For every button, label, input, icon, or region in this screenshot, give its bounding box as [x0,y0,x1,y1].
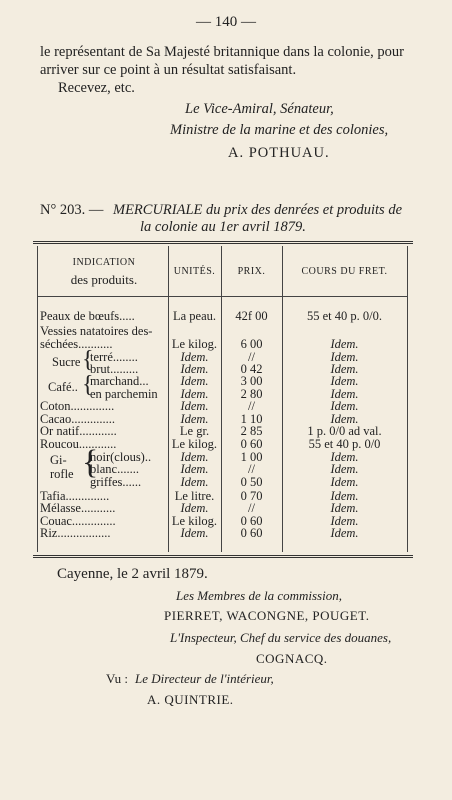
inspector-name: COGNACQ. [256,651,328,666]
price-cell: 0 60 [240,514,263,528]
price-cell: // [248,462,255,476]
header-prix: PRIX. [237,266,266,277]
price-cell: 0 60 [240,526,263,540]
product-cell: Tafia.............. [40,489,110,503]
header-produits: des produits. [70,272,138,287]
product-cell: Or natif............ [40,424,117,438]
unit-cell: Idem. [180,475,209,489]
product-cell: Cacao.............. [40,412,115,426]
letter-line-2: arriver sur ce point à un résultat satisfaisant. [40,62,297,78]
product-cell: blanc....... [90,462,139,476]
fret-cell: Idem. [330,362,359,376]
fret-cell: Idem. [330,450,359,464]
unit-cell: Le kilog. [171,337,218,351]
fret-cell: Idem. [330,412,359,426]
product-cell: marchand... [90,374,149,388]
price-cell: // [248,350,255,364]
price-cell: 1 00 [240,450,263,464]
price-cell: 6 00 [240,337,263,351]
price-cell: 1 10 [240,412,263,426]
product-cell: Mélasse........... [40,501,116,515]
brace: { [82,444,99,481]
header-fret: COURS DU FRET. [301,266,388,277]
product-cell: Riz................. [40,526,111,540]
letter-closing: Recevez, etc. [58,80,135,96]
fret-cell: Idem. [330,475,359,489]
unit-cell: Le kilog. [171,437,218,451]
unit-cell: Idem. [180,526,209,540]
fret-cell: 55 et 40 p. 0/0. [307,309,382,323]
unit-cell: Le kilog. [171,514,218,528]
price-cell: 2 80 [240,387,263,401]
unit-cell: Le gr. [179,424,210,438]
product-cell: noir(clous).. [90,450,152,464]
header-rule [37,296,408,297]
price-cell: 42f 00 [235,309,268,323]
price-cell: 3 00 [240,374,263,388]
fret-cell: Idem. [330,374,359,388]
brace: { [82,372,94,398]
fret-cell: Idem. [330,514,359,528]
product-cell: Peaux de bœufs..... [40,309,135,323]
product-cell: Vessies natatoires des- [40,324,153,338]
members-label: Les Membres de la commission, [176,588,342,603]
unit-cell: Idem. [180,501,209,515]
director-name: A. QUINTRIE. [147,692,234,707]
table-border-left [37,246,38,552]
header-indication: INDICATION [72,257,136,268]
product-cell: griffes...... [90,475,142,489]
fret-cell: 1 p. 0/0 ad val. [307,424,382,438]
fret-cell: Idem. [330,350,359,364]
letter-line-1: le représentant de Sa Majesté britannique dans la colonie, pour [40,44,404,60]
signer-title-1: Le Vice-Amiral, Sénateur, [185,101,334,117]
signer-title-2: Ministre de la marine et des colonies, [170,122,389,138]
doc-title-line-1: MERCURIALE du prix des denrées et produits de [113,202,403,218]
price-cell: 0 70 [240,489,263,503]
members-names: PIERRET, WACONGNE, POUGET. [164,608,370,623]
unit-cell: Idem. [180,462,209,476]
unit-cell: Idem. [180,450,209,464]
group-label-girofle-bottom: rofle [50,467,74,481]
product-cell: brut......... [90,362,139,376]
unit-cell: La peau. [172,309,217,323]
price-cell: // [248,399,255,413]
price-cell: 0 42 [240,362,263,376]
place-date: Cayenne, le 2 avril 1879. [57,566,208,582]
price-cell: // [248,501,255,515]
product-cell: terré........ [90,350,138,364]
doc-number: N° 203. — [40,202,104,218]
price-cell: 0 50 [240,475,263,489]
unit-cell: Idem. [180,362,209,376]
unit-cell: Idem. [180,412,209,426]
unit-cell: Idem. [180,350,209,364]
fret-cell: Idem. [330,526,359,540]
fret-cell: Idem. [330,489,359,503]
inspector-label: L'Inspecteur, Chef du service des douanes, [170,630,392,645]
fret-cell: Idem. [330,501,359,515]
fret-cell: Idem. [330,462,359,476]
fret-cell: Idem. [330,387,359,401]
page-number: — 140 — [196,14,256,30]
unit-cell: Idem. [180,399,209,413]
fret-cell: 55 et 40 p. 0/0 [308,437,381,451]
header-unites: UNITÉS. [173,266,216,277]
product-cell: Roucou............ [40,437,117,451]
product-cell: Coton.............. [40,399,115,413]
brace: { [82,347,94,373]
price-cell: 0 60 [240,437,263,451]
signer-name: A. POTHUAU. [228,145,330,161]
product-cell: en parchemin [90,387,158,401]
table-border-right [407,246,408,552]
product-cell: séchées........... [40,337,113,351]
product-cell: Couac.............. [40,514,116,528]
director-label: Le Directeur de l'intérieur, [135,671,274,686]
unit-cell: Le litre. [174,489,215,503]
group-label-sucre: Sucre [52,355,81,369]
group-label-cafe: Café.. [48,380,78,394]
doc-title-line-2: la colonie au 1er avril 1879. [140,219,306,235]
group-label-girofle-top: Gi- [50,453,67,467]
price-cell: 2 85 [240,424,263,438]
fret-cell: Idem. [330,337,359,351]
unit-cell: Idem. [180,374,209,388]
fret-cell: Idem. [330,399,359,413]
unit-cell: Idem. [180,387,209,401]
vu-prefix: Vu : [106,671,128,686]
